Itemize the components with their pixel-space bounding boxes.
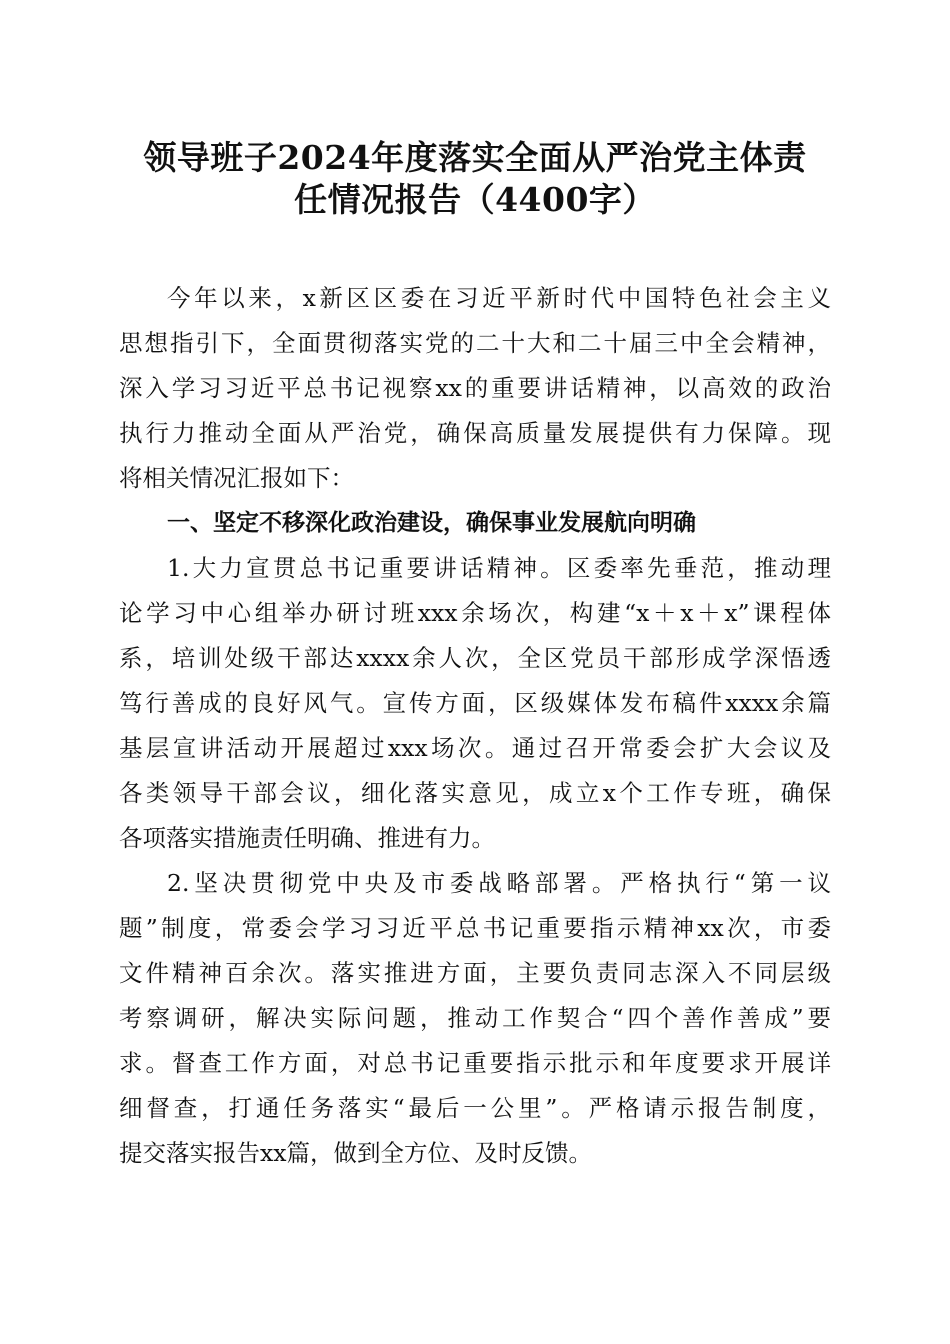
paragraph-line: 细督查，打通任务落实“最后一公里”。严格请示报告制度， [119, 1094, 831, 1122]
paragraph-line: 1.大力宣贯总书记重要讲话精神。区委率先垂范，推动理 [167, 554, 831, 582]
paragraph-line: 提交落实报告xx篇，做到全方位、及时反馈。 [119, 1139, 593, 1167]
paragraph-line: 系，培训处级干部达xxxx余人次，全区党员干部形成学深悟透 [119, 644, 831, 672]
paragraph-line: 今年以来，x新区区委在习近平新时代中国特色社会主义 [167, 284, 831, 312]
paragraph-line: 各类领导干部会议，细化落实意见，成立x个工作专班，确保 [119, 779, 831, 807]
paragraph-line: 论学习中心组举办研讨班xxx余场次，构建“x＋x＋x”课程体 [119, 599, 831, 627]
paragraph-line: 考察调研，解决实际问题，推动工作契合“四个善作善成”要 [119, 1004, 831, 1032]
paragraph-line: 将相关情况汇报如下： [119, 464, 354, 492]
paragraph-line: 笃行善成的良好风气。宣传方面，区级媒体发布稿件xxxx余篇 [119, 689, 831, 717]
paragraph-line: 基层宣讲活动开展超过xxx场次。通过召开常委会扩大会议及 [119, 734, 831, 762]
section-heading: 一、坚定不移深化政治建设，确保事业发展航向明确 [167, 510, 696, 536]
document-title-line-2: 任情况报告（4400字） [294, 180, 656, 219]
paragraph-line: 执行力推动全面从严治党，确保高质量发展提供有力保障。现 [119, 419, 831, 447]
paragraph-line: 题”制度，常委会学习习近平总书记重要指示精神xx次，市委 [119, 914, 831, 942]
paragraph-line: 深入学习习近平总书记视察xx的重要讲话精神，以高效的政治 [119, 374, 831, 402]
document-title-line-1: 领导班子2024年度落实全面从严治党主体责 [143, 138, 807, 177]
paragraph-line: 各项落实措施责任明确、推进有力。 [119, 824, 495, 852]
paragraph-line: 文件精神百余次。落实推进方面，主要负责同志深入不同层级 [119, 959, 831, 987]
paragraph-line: 2.坚决贯彻党中央及市委战略部署。严格执行“第一议 [167, 869, 831, 897]
paragraph-line: 思想指引下，全面贯彻落实党的二十大和二十届三中全会精神， [119, 329, 831, 357]
paragraph-line: 求。督查工作方面，对总书记重要指示批示和年度要求开展详 [119, 1049, 831, 1077]
